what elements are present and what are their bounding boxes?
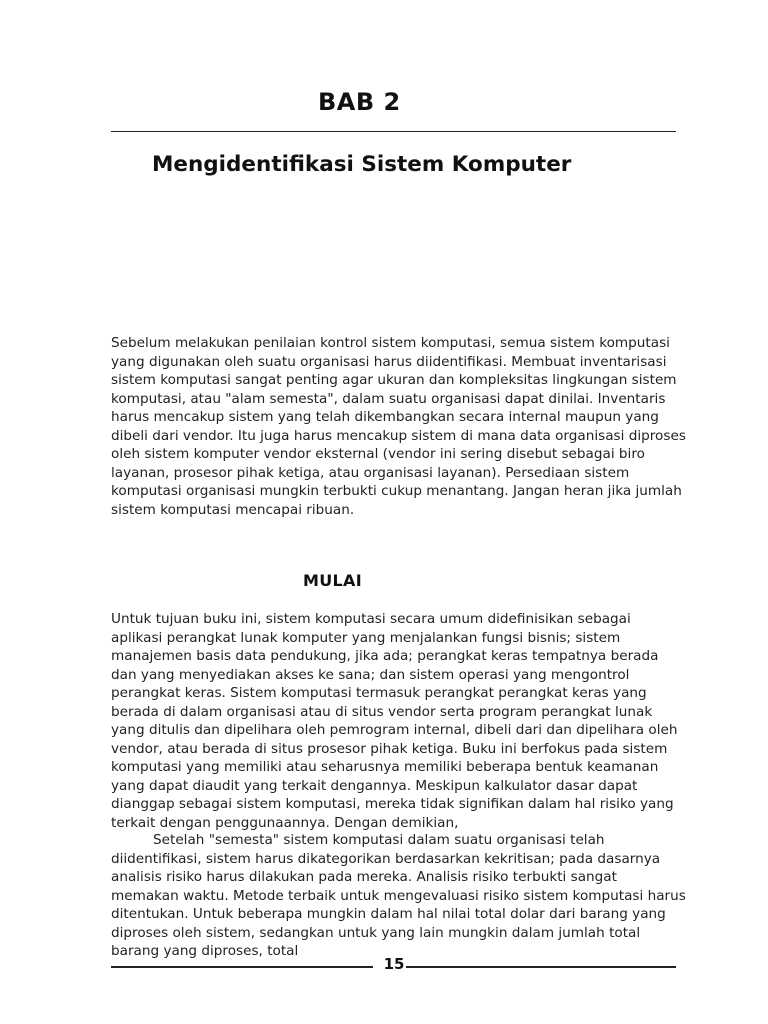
footer-rule-left bbox=[111, 966, 373, 968]
body-paragraph-2: Setelah "semesta" sistem komputasi dalam suatu organisasi telah diidentifikasi, sistem harus dikategorikan berdasarkan kekritisan; pada dasarnya analisis risiko harus dilakukan pada mereka. Analisis risiko terbukti sangat memakan waktu. Metode terbaik untuk mengevaluasi risiko sistem komputasi harus ditentukan. Untuk beberapa mungkin dalam hal nilai total dolar dari barang yang diproses oleh sistem, sedangkan untuk yang lain mungkin dalam jumlah total barang yang diproses, total bbox=[111, 832, 686, 959]
chapter-label: BAB 2 bbox=[318, 88, 401, 116]
page-footer bbox=[111, 955, 676, 977]
header-divider bbox=[111, 131, 676, 132]
page-number: 15 bbox=[383, 955, 405, 973]
footer-rule-right bbox=[406, 966, 676, 968]
intro-paragraph: Sebelum melakukan penilaian kontrol sistem komputasi, semua sistem komputasi yang digunakan oleh suatu organisasi harus diidentifikasi. Membuat inventarisasi sistem komputasi sangat penting agar ukuran dan kompleksitas lingkungan sistem komputasi, atau "alam semesta", dalam suatu organisasi dapat dinilai. Inventaris harus mencakup sistem yang telah dikembangkan secara internal maupun yang dibeli dari vendor. Itu juga harus mencakup sistem di mana data organisasi diproses oleh sistem komputer vendor eksternal (vendor ini sering disebut sebagai biro layanan, prosesor pihak ketiga, atau organisasi layanan). Persediaan sistem komputasi organisasi mungkin terbukti cukup menantang. Jangan heran jika jumlah sistem komputasi mencapai ribuan. bbox=[111, 335, 686, 518]
chapter-title: Mengidentifikasi Sistem Komputer bbox=[152, 152, 572, 177]
body-paragraph-1: Untuk tujuan buku ini, sistem komputasi secara umum didefinisikan sebagai aplikasi perangkat lunak komputer yang menjalankan fungsi bisnis; sistem manajemen basis data pendukung, jika ada; perangkat keras tempatnya berada dan yang menyediakan akses ke sana; dan sistem operasi yang mengontrol perangkat keras. Sistem komputasi termasuk perangkat perangkat keras yang berada di dalam organisasi atau di situs vendor serta program perangkat lunak yang ditulis dan dipelihara oleh pemrogram internal, dibeli dari dan dipelihara oleh vendor, atau berada di situs prosesor pihak ketiga. Buku ini berfokus pada sistem komputasi yang memiliki atau seharusnya memiliki beberapa bentuk keamanan yang dapat diaudit yang terkait dengannya. Meskipun kalkulator dasar dapat dianggap sebagai sistem komputasi, mereka tidak signifikan dalam hal risiko yang terkait dengan penggunaannya. Dengan demikian, bbox=[111, 611, 678, 831]
section-heading: MULAI bbox=[303, 571, 362, 590]
